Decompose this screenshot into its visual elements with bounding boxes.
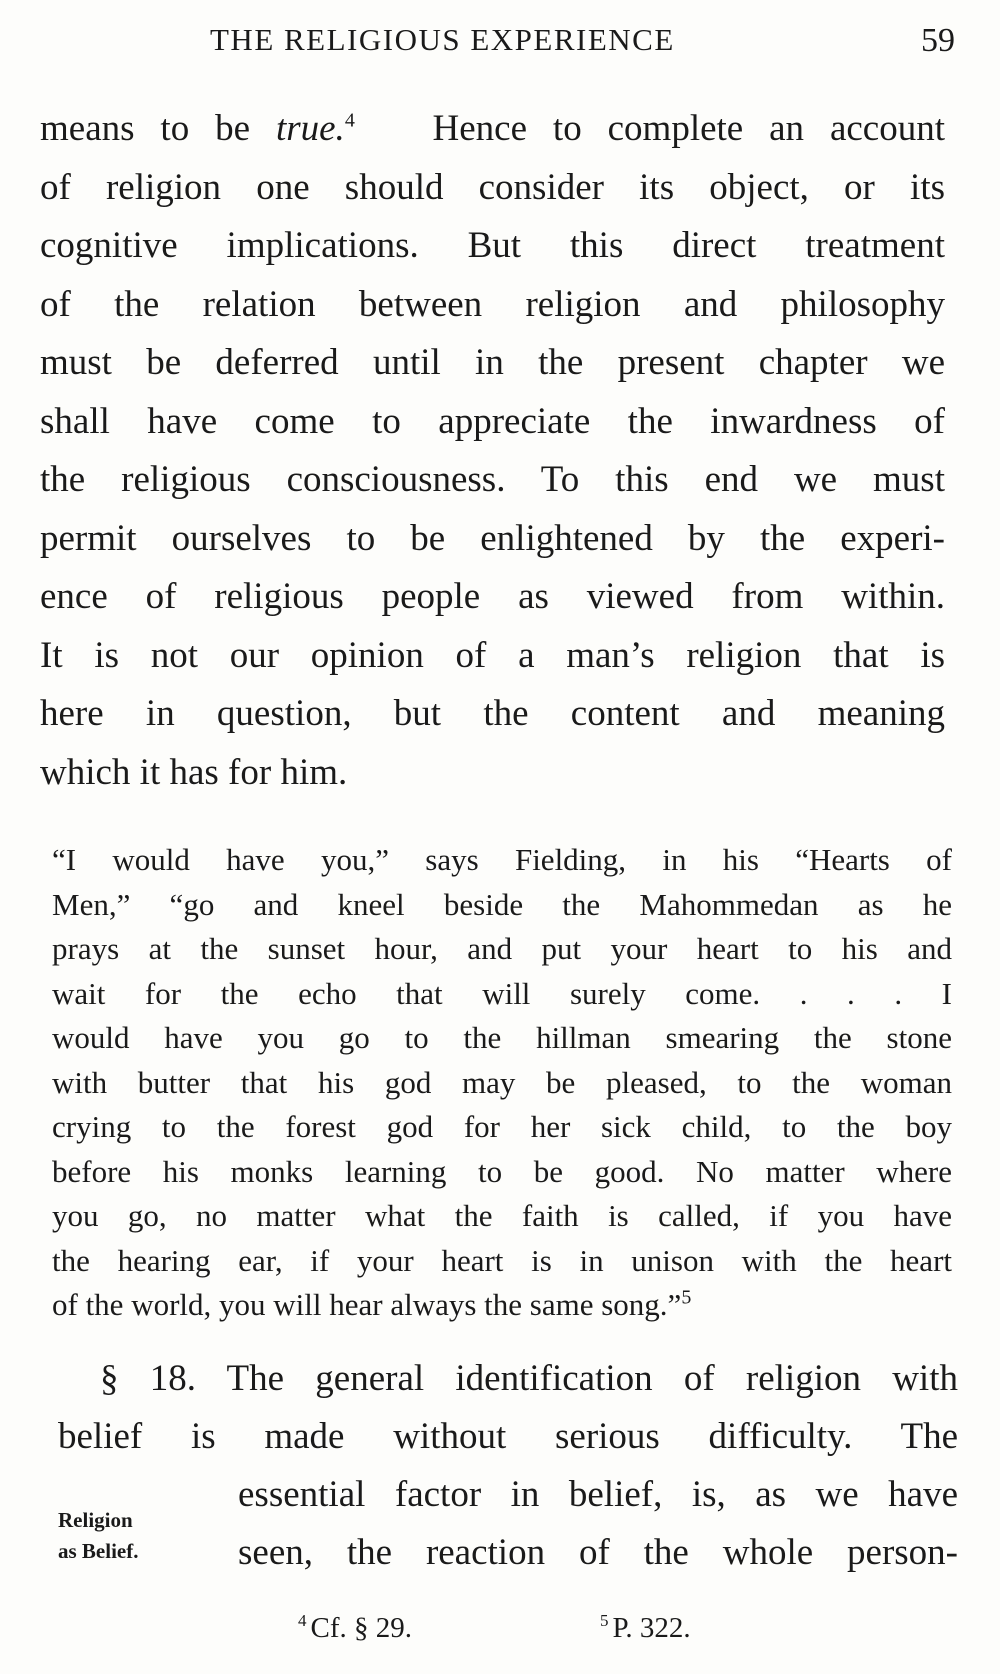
body-line-text: Hence to complete an account	[432, 108, 945, 149]
body-line	[40, 100, 945, 159]
running-head	[40, 22, 955, 72]
section-line: essential factor in belief, is, as we have	[238, 1474, 958, 1515]
body-line: of the relation between religion and philosophy	[40, 283, 945, 325]
margin-note-line: as Belief.	[58, 1539, 139, 1563]
quote-line: before his monks learning to be good. No matter where	[52, 1153, 952, 1189]
quote-line: you go, no matter what the faith is called, if you have	[52, 1198, 952, 1233]
body-line: which it has for him.	[40, 751, 348, 793]
body-paragraph	[40, 100, 945, 802]
quote-line: the hearing ear, if your heart is in unison with the heart	[52, 1242, 952, 1278]
section-line: § 18. The general identification of religion with	[100, 1358, 958, 1399]
quote-line: wait for the echo that will surely come. . . . I	[52, 975, 952, 1011]
section-line: belief is made without serious difficulty. The	[58, 1416, 958, 1457]
quote-line: with butter that his god may be pleased, to the woman	[52, 1064, 952, 1100]
quote-line	[52, 1283, 952, 1328]
body-line: the religious consciousness. To this end we must	[40, 459, 945, 500]
footnote-ref: 4	[344, 109, 355, 132]
footnote-number: 4	[298, 1611, 307, 1631]
quote-line-text: of the world, you will hear always the same song.”	[52, 1287, 682, 1322]
quote-line: Men,” “go and kneel beside the Mahommedan as he	[52, 886, 952, 922]
footnote-5	[600, 1612, 691, 1645]
footnote-text: Cf. § 29.	[310, 1612, 412, 1644]
margin-note-line: Religion	[58, 1508, 133, 1532]
quote-line: prays at the sunset hour, and put your heart to his and	[52, 931, 952, 966]
body-line: cognitive implications. But this direct treatment	[40, 225, 945, 266]
page-number: 59	[921, 22, 955, 59]
section-line: seen, the reaction of the whole person-	[238, 1532, 958, 1573]
body-line: of religion one should consider its object, or its	[40, 166, 945, 208]
first-line-prefix: means to be	[40, 108, 251, 149]
body-line: shall have come to appreciate the inwardness of	[40, 400, 945, 442]
quote-line: would have you go to the hillman smearing the stone	[52, 1020, 952, 1055]
italic-word: true.	[275, 108, 345, 149]
body-line: here in question, but the content and meaning	[40, 693, 945, 734]
footnote-text: P. 322.	[612, 1612, 691, 1644]
body-line: ence of religious people as viewed from within.	[40, 576, 945, 617]
body-line: permit ourselves to be enlightened by the experi-	[40, 517, 945, 559]
footnote-number: 5	[600, 1611, 609, 1631]
footnote-ref: 5	[681, 1286, 692, 1309]
footnotes	[0, 1612, 1000, 1652]
block-quote	[52, 838, 952, 1328]
quote-line: crying to the forest god for her sick child, to the boy	[52, 1109, 952, 1144]
footnote-4	[298, 1612, 412, 1645]
running-title: THE RELIGIOUS EXPERIENCE	[210, 22, 675, 57]
body-line: must be deferred until in the present chapter we	[40, 342, 945, 383]
section-18	[58, 1350, 958, 1582]
margin-note	[58, 1505, 138, 1567]
body-line: It is not our opinion of a man’s religion that is	[40, 634, 945, 676]
quote-line: “I would have you,” says Fielding, in his “Hearts of	[52, 842, 952, 877]
